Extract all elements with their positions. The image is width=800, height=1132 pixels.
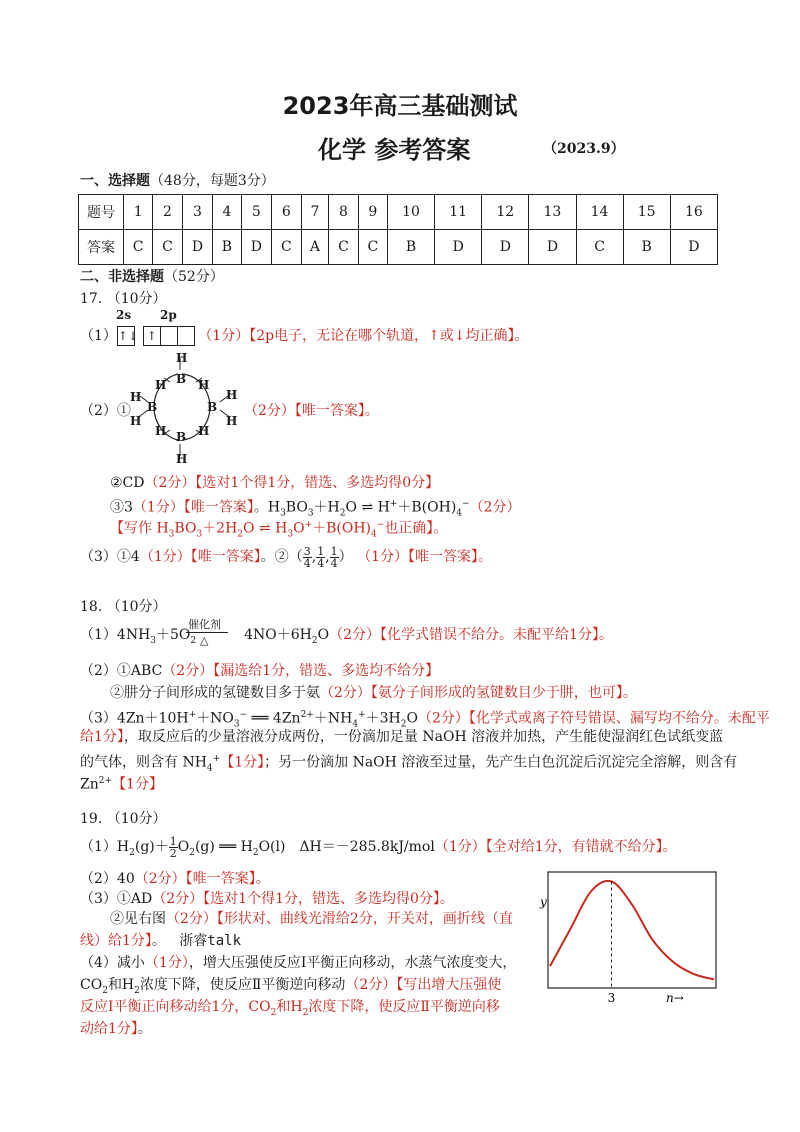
subscript: 3 [150,635,157,646]
denominator: 4 [330,556,338,570]
q19-part2 [80,870,270,888]
answer-cell: C [329,230,358,265]
superscript: + [188,710,197,720]
q18-part3-line3 [80,750,737,777]
question-number: 1 [124,195,153,230]
punctuation: 。 [151,933,166,949]
section1-note: （48分，每题3分） [150,173,275,189]
equation-text: ＋NO [196,710,234,727]
q17-p2c-score: （1分） [132,499,184,516]
answer-cell: C [358,230,387,265]
q17-p2-score: （2分） [244,403,295,419]
table-row-answers [79,230,718,265]
y-axis-label: y [540,895,547,909]
q17-part3: （3）①4（1分）【唯一答案】。②（ $\frac{3}{4}$ , $\frac{1}{4}$ , $\frac{1}{4}$ ） （1分）【唯一答案】。 [80,544,493,570]
q19-p4-text: 浓度下降，使反应Ⅱ平衡逆向移动 [139,977,346,993]
orbital-box-2s: ↑↓ [117,326,135,346]
section2-title: 二、非选择题 [80,269,164,285]
orbital-box-2p-3 [177,326,195,346]
q19-p4-text: ，增大压强使反应Ⅰ平衡正向移动，水蒸气浓度变大， [188,955,517,971]
exam-date: （2023.9） [543,141,625,157]
atom-h: H [155,378,167,392]
equation-text: O(l) ΔH＝－285.8kJ/mol [258,839,435,855]
q18-p3-note: 【化学式或离子符号错误、漏写均不给分。未配平 [468,710,770,727]
question-number: 8 [329,195,358,230]
subscript: 3 [287,529,294,540]
page-subtitle: 化学 参考答案 [318,136,471,164]
q18-p3-text: 的气体，则含有 NH [80,754,207,771]
q19-p3-note: 【选对1个得1分，错选、多选均得0分】。 [203,891,454,907]
question-number: 4 [213,195,241,230]
q17-heading: 17. （10分） [80,291,167,307]
superscript: − [462,499,470,509]
question-number: 9 [358,195,387,230]
fraction [330,546,339,569]
subscript: 4 [352,719,359,730]
q18-part3-line4 [80,772,163,794]
atom-h: H [155,424,167,438]
subscript: 4 [456,508,463,519]
subscript: 2 [339,508,346,519]
superscript: 2+ [300,710,314,720]
row-label-number: 题号 [79,195,124,230]
equation-text: ＋B(OH) [397,499,457,516]
section2-heading [80,268,224,286]
answer-text: ） [338,549,353,565]
q18-p2b-answer: ②肼分子间形成的氢键数目多于氨 [110,685,320,701]
q19-p4-note: 【写出增大压强使 [396,977,502,993]
q17-p2b-answer: ②CD [110,475,145,491]
subscript: 2 [134,985,140,996]
q17-part2-score [244,402,379,420]
answer-cell: A [301,230,329,265]
q19-p3-score: （2分） [152,891,204,907]
q18-p3-note3: 【1分】 [220,754,265,771]
equation-text: （1）H [80,839,130,855]
section1-heading [80,172,275,190]
equation-text: O [317,627,330,643]
q18-p3-text: ；另一份滴加 NaOH 溶液至过量，先产生白色沉淀后沉淀完全溶解，则含有 [264,754,738,771]
answer-table [78,194,718,265]
answer-cell: C [272,230,301,265]
q18-p3-text: ，取反应后的少量溶液分成两份，一份滴加足量 NaOH 溶液并加热，产生能使湿润红色试纸变蓝 [123,729,724,745]
section2-note: （52分） [164,269,224,285]
q18-heading: 18. （10分） [80,599,167,615]
atom-h: H [226,414,238,428]
numerator: 1 [317,544,325,558]
numerator: 1 [169,834,177,848]
question-number: 16 [670,195,717,230]
question-number: 2 [153,195,182,230]
q19-p3b-score: （2分） [166,911,217,927]
page-title: 2023年高三基础测试 [282,92,518,120]
q18-p2b-score: （2分） [320,685,371,701]
question-number: 11 [435,195,482,230]
subscript: 4 [206,763,213,774]
equation-text: （3）4Zn＋10H [80,710,189,727]
q18-p3-text: Zn [80,776,99,793]
subscript: 2 [190,635,197,646]
table-row-numbers [79,195,718,230]
question-number: 12 [482,195,529,230]
atom-h: H [130,390,142,404]
subscript: 2 [252,847,259,858]
q17-part2c-alt [110,516,447,543]
subscript: 2 [270,1007,277,1018]
numerator: 1 [330,544,338,558]
subscript: 3 [168,529,175,540]
q17-p2b-note: 【选对1个得1分，错选、多选均得0分】 [195,475,440,491]
q19-p1-score: （1分） [434,839,486,855]
q17-part2 [80,402,131,420]
q17-p2b-score: （2分） [144,475,196,491]
fraction [169,836,178,859]
q19-p3b-answer: ②见右图 [110,911,166,927]
section1-title: 一、选择题 [80,173,150,189]
q19-part4-line3 [80,998,500,1022]
subscript: 3 [196,529,203,540]
atom-b: B [176,372,187,386]
subscript: 2 [302,1007,309,1018]
q18-p2-score: （2分） [162,663,214,679]
chart-curve [550,881,714,979]
q18-part3-line2 [80,728,723,746]
subscript: 2 [129,847,135,858]
q19-p2-score: （2分） [134,871,186,887]
q17-p2c-score2: （2分） [469,499,521,516]
atom-h: H [176,351,188,365]
superscript: + [358,710,366,720]
note-text: 浓度下降，使反应Ⅱ平衡逆向移 [308,999,500,1015]
answer-cell: D [529,230,576,265]
answer-cell: C [153,230,182,265]
answer-cell: B [213,230,241,265]
answer-cell: B [388,230,435,265]
q18-p2-answer: （2）①ABC [80,663,163,679]
subscript: 2 [237,529,244,540]
superscript: + [389,499,398,509]
q18-p3-note2: 给1分】 [80,729,124,745]
equation-text: (g)＋ [134,839,169,855]
q19-part4-line2 [80,976,501,1000]
numerator: 3 [303,544,311,558]
q19-part4 [80,954,516,972]
q17-p2-note: 【唯一答案】。 [294,403,379,419]
orbital-label-2s: 2s [116,308,132,322]
row-label-answer: 答案 [79,230,124,265]
equation-text: ＋NH [313,710,353,727]
denominator: 4 [317,556,325,570]
question-number: 10 [388,195,435,230]
equation-text: O [177,839,190,855]
answer-cell: C [124,230,153,265]
atom-h: H [198,424,210,438]
q19-part3b [110,910,513,928]
q18-p1-note: 【化学式错误不给分。未配平给1分】。 [380,627,613,643]
answer-cell: D [435,230,482,265]
q18-p2-note: 【漏选给1分，错选、多选均不给分】 [213,663,440,679]
subscript: 2 [400,719,407,730]
q19-heading: 19. （10分） [80,811,167,827]
equation-text: ＋H [313,499,340,516]
punctuation: 。 [137,1021,152,1037]
answer-cell: D [482,230,529,265]
q19-p3b-note2: 线）给1分】 [80,933,152,949]
note-text: 和H [276,999,303,1015]
q18-p3-note4: 【1分】 [112,776,163,793]
superscript: − [376,520,385,530]
atom-b: B [176,430,187,444]
q17-p1-score: （1分） [198,328,250,344]
superscript: − [239,710,248,720]
q19-p3-answer: （3）①AD [80,891,153,907]
question-number: 6 [272,195,301,230]
equation-text: BO [285,499,308,516]
note-text: O ⇌ H [243,520,288,537]
subscript: 2 [102,985,108,996]
q17-p2c-note: 【唯一答案】 [183,499,254,516]
question-number: 5 [241,195,272,230]
q17-p3-score: （1分） [139,549,191,565]
q19-part4-line4 [80,1020,152,1038]
equation-text: ＋5O [156,627,191,643]
question-number: 14 [576,195,623,230]
q18-part1 [80,626,613,650]
answer-cell: B [623,230,670,265]
q18-p2b-note: 【氨分子间形成的氢键数目少于肼，也可】。 [370,685,637,701]
q17-p3-score2: （1分） [357,549,409,565]
subscript: 2 [311,635,318,646]
subscript: 3 [307,508,314,519]
equation-text: 。H [253,499,281,516]
equation-text: O [406,710,418,727]
q19-part3 [80,890,454,908]
orbital-box-2p-1: ↑ [143,326,161,346]
superscript: + [212,754,221,764]
q17-p2-label: （2）① [80,403,131,419]
subscript: 4 [371,529,377,540]
atom-b: B [147,400,158,414]
equation-text: O ⇌ H [345,499,390,516]
q19-p1-note: 【全对给1分，有错就不给分】。 [485,839,677,855]
subscript: 3 [233,719,240,730]
q17-p3-note2: 【唯一答案】。 [408,549,493,565]
answer-cell: D [670,230,717,265]
q17-p3-answer: （3）①4 [80,549,140,565]
x-axis-label: n→ [666,991,684,1005]
atom-b: B [207,400,218,414]
x-tick-label: 3 [607,991,616,1005]
q17-part2b [110,474,439,492]
orbital-box-2p-2 [160,326,178,346]
atom-h: H [176,452,188,466]
q18-p1-score: （2分） [329,627,381,643]
q19-p4-text: CO [80,977,103,993]
note-text: BO [174,520,197,537]
atom-h: H [198,378,210,392]
orbital-label-2p: 2p [160,308,177,322]
q19-part1 [80,834,677,866]
q19-part3b-line2 [80,932,241,950]
note-text: ＋2H [202,520,238,537]
q19-p2-note: 【唯一答案】。 [185,871,270,887]
q17-p1-note: 【2p电子，无论在哪个轨道，↑或↓均正确】。 [249,328,529,344]
q19-p4-text: 和H [107,977,135,993]
q18-p3-score: （2分） [417,710,469,727]
q18-part2 [80,662,439,680]
subscript: 3 [280,508,286,519]
q19-p2-answer: （2）40 [80,871,135,887]
equation-text: 4NO＋6H [244,627,312,643]
equation-text: ══ 4Zn [247,710,301,727]
superscript: 2+ [98,776,113,786]
q19-p3b-note: 【形状对、曲线光滑给2分，开关对，画折线（直 [216,911,513,927]
question-number: 13 [529,195,576,230]
superscript: + [304,520,313,530]
q19-p4-answer: （4）减小 [80,955,145,971]
answer-cell: C [576,230,623,265]
denominator: 2 [169,846,177,860]
q19-p4-score: （1分） [144,955,189,971]
equation-text: ＋3H [365,710,401,727]
heat-symbol: △ [200,634,209,647]
question-number: 15 [623,195,670,230]
denominator: 4 [303,556,311,570]
equation-text: （1）4NH [80,627,151,643]
question-number: 3 [182,195,213,230]
fraction [303,546,312,569]
watermark-text: 浙睿talk [179,933,241,949]
question-number: 7 [301,195,329,230]
atom-h: H [226,388,238,402]
subscript: 2 [189,847,195,858]
q19-p4-score2: （2分） [345,977,397,993]
q19-p4-note3: 动给1分】 [80,1021,138,1037]
note-text: ＋B(OH) [312,520,372,537]
chart-frame [548,872,716,988]
catalyst-label: 催化剂 [188,618,221,631]
answer-text: 。②（ [260,549,303,565]
answer-cell: D [241,230,272,265]
note-text: 也正确】。 [384,520,448,537]
q17-p1-label: （1） [80,328,117,344]
q17-p3-note: 【唯一答案】 [190,549,261,565]
q17-part1 [80,326,529,346]
answer-cell: D [182,230,213,265]
equation-text: (g) ══ H [194,839,253,855]
note-text: 反应Ⅰ平衡正向移动给1分，CO [80,999,271,1015]
borane-structure-diagram [110,348,250,468]
note-text: 【写作 H [110,520,169,537]
atom-h: H [130,414,142,428]
q17-p2c-answer: ③3 [110,499,133,516]
fraction [316,546,325,569]
curve-chart [536,866,726,1012]
note-text: O [293,520,305,537]
q18-part2b [110,684,637,702]
